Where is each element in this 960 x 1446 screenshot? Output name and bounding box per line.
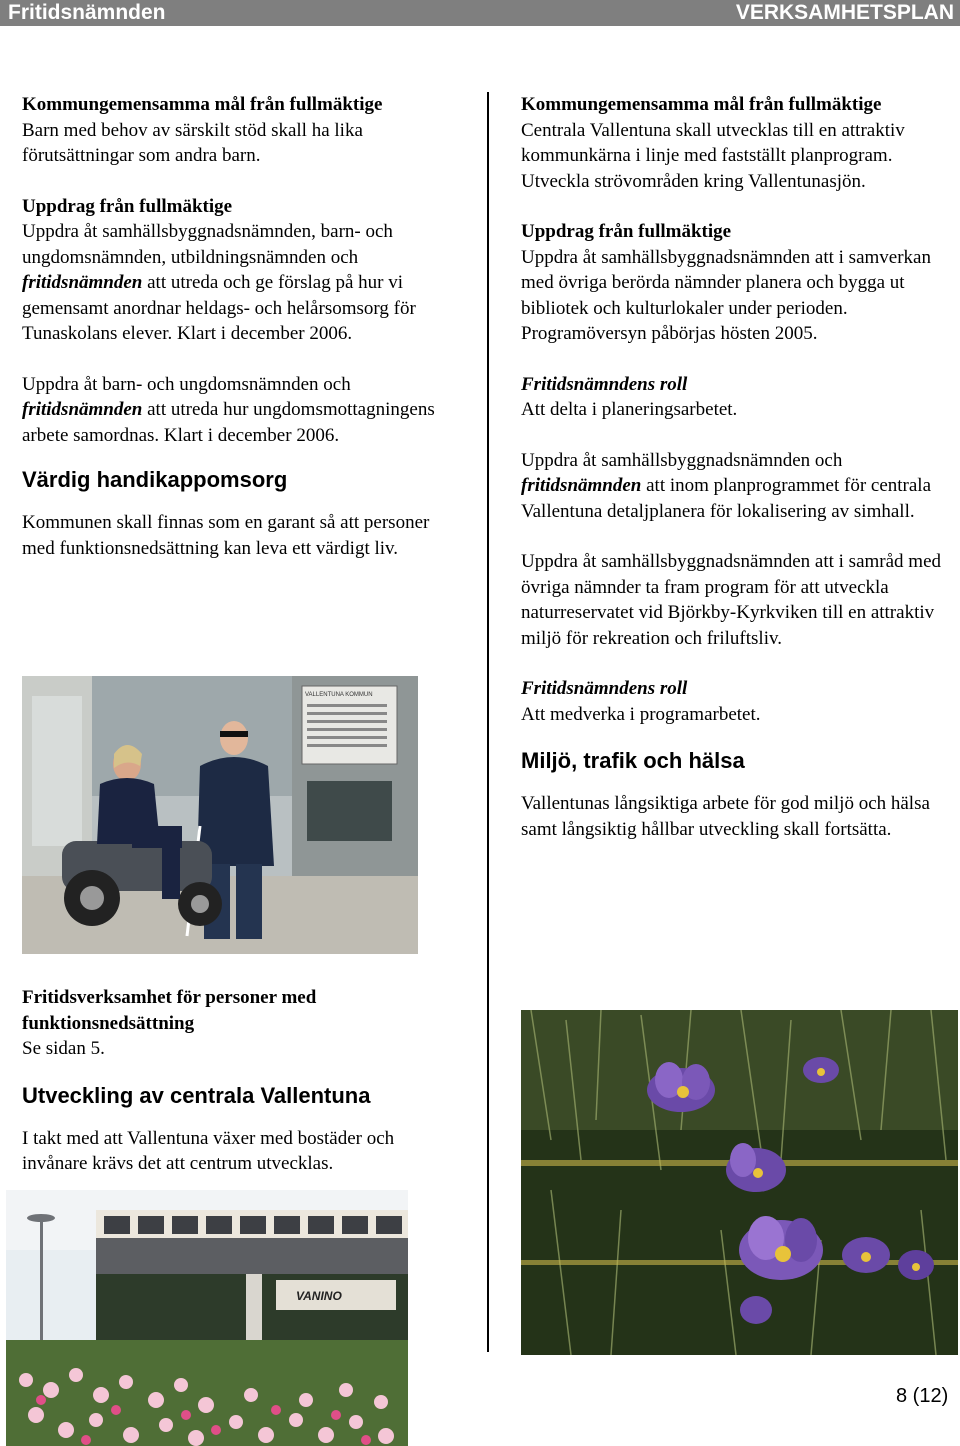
photo-mobility-scooter bbox=[22, 676, 418, 954]
assignment-heading: Uppdrag från fullmäktige bbox=[521, 221, 732, 242]
goal-text-2: Utveckla strövområden kring Vallentunasjön. bbox=[521, 170, 866, 192]
assignment-heading: Uppdrag från fullmäktige bbox=[22, 195, 233, 217]
column-divider bbox=[487, 92, 489, 1352]
emphasis-fritidsnamnden: fritidsnämnden bbox=[521, 475, 642, 496]
role-heading-2: Fritidsnämndens roll bbox=[521, 678, 688, 699]
emphasis-fritidsnamnden: fritidsnämnden bbox=[22, 399, 143, 420]
photo-pasque-flowers bbox=[521, 1010, 958, 1355]
assignment-naturreservat: Uppdra åt samhällsbyggnadsnämnden att i samråd med övriga nämnder ta fram program för att utveckla naturreservatet vid Björkby-Kyrkviken till en attraktiv miljö för rekreation och friluftsliv. bbox=[521, 551, 942, 649]
role-text-2: Att medverka i programarbetet. bbox=[521, 703, 761, 725]
role-heading-1: Fritidsnämndens roll bbox=[521, 373, 688, 395]
assignment-simhall: Uppdra åt samhällsbyggnadsnämnden och fritidsnämnden att inom planprogrammet för centrala Vallentuna detaljplanera för lokalisering av simhall. bbox=[521, 449, 932, 522]
header-organization: Fritidsnämnden bbox=[8, 1, 166, 24]
left-column bbox=[22, 92, 462, 561]
section-text-centrala-vallentuna: I takt med att Vallentuna växer med bostäder och invånare krävs det att centrum utvecklas. bbox=[22, 1127, 395, 1174]
section-heading-handikappomsorg: Värdig handikappomsorg bbox=[22, 467, 288, 492]
header-document-type: VERKSAMHETSPLAN bbox=[735, 1, 954, 24]
section-heading-miljo: Miljö, trafik och hälsa bbox=[521, 748, 745, 773]
photo-sign-text: VANINO bbox=[296, 1289, 342, 1303]
goal-heading: Kommungemensamma mål från fullmäktige bbox=[22, 94, 383, 115]
section-heading-centrala-vallentuna: Utveckling av centrala Vallentuna bbox=[22, 1082, 371, 1108]
goal-text: Barn med behov av särskilt stöd skall ha lika förutsättningar som andra barn. bbox=[22, 119, 363, 166]
section-text-handikappomsorg: Kommunen skall finnas som en garant så att personer med funktionsnedsättning kan leva ett värdigt liv. bbox=[22, 512, 430, 559]
page-header bbox=[0, 0, 960, 26]
reference-text: Se sidan 5. bbox=[22, 1038, 105, 1059]
goal-text-1: Centrala Vallentuna skall utvecklas till en attraktiv kommunkärna i linje med fastställt planprogram. bbox=[521, 119, 905, 166]
photo-vallentuna-centrum bbox=[6, 1190, 408, 1446]
section-text-miljo: Vallentunas långsiktiga arbete för god miljö och hälsa samt långsiktig hållbar utveckling skall fortsätta. bbox=[521, 793, 930, 840]
right-column bbox=[521, 92, 958, 842]
role-text-1: Att delta i planeringsarbetet. bbox=[521, 399, 738, 420]
assignment-2: Uppdra åt barn- och ungdomsnämnden och fritidsnämnden att utreda hur ungdomsmottagningens arbete samordnas. Klart i december 2006. bbox=[22, 373, 435, 446]
emphasis-fritidsnamnden: fritidsnämnden bbox=[22, 272, 143, 293]
assignment-bibliotek: Uppdra åt samhällsbyggnadsnämnden att i samverkan med övriga berörda nämnder planera och bygga ut bibliotek och kulturlokaler under perioden. Programöversyn påbörjas hösten 2005. bbox=[521, 246, 931, 344]
page-number: 8 (12) bbox=[896, 1385, 949, 1407]
assignment-1: Uppdra åt samhällsbyggnadsnämnden, barn- och ungdomsnämnden, utbildningsnämnden och fritidsnämnden att utreda och ge förslag på hur vi gemensamt anordnar heldags- och helårsomsorg för Tunaskolans elever. Klart i december 2006. bbox=[22, 221, 416, 344]
photo-sign-text: VALLENTUNA KOMMUN bbox=[305, 692, 373, 698]
goal-heading: Kommungemensamma mål från fullmäktige bbox=[521, 94, 882, 115]
reference-heading: Fritidsverksamhet för personer med funktionsnedsättning bbox=[22, 987, 317, 1034]
left-column-lower bbox=[22, 985, 462, 1177]
